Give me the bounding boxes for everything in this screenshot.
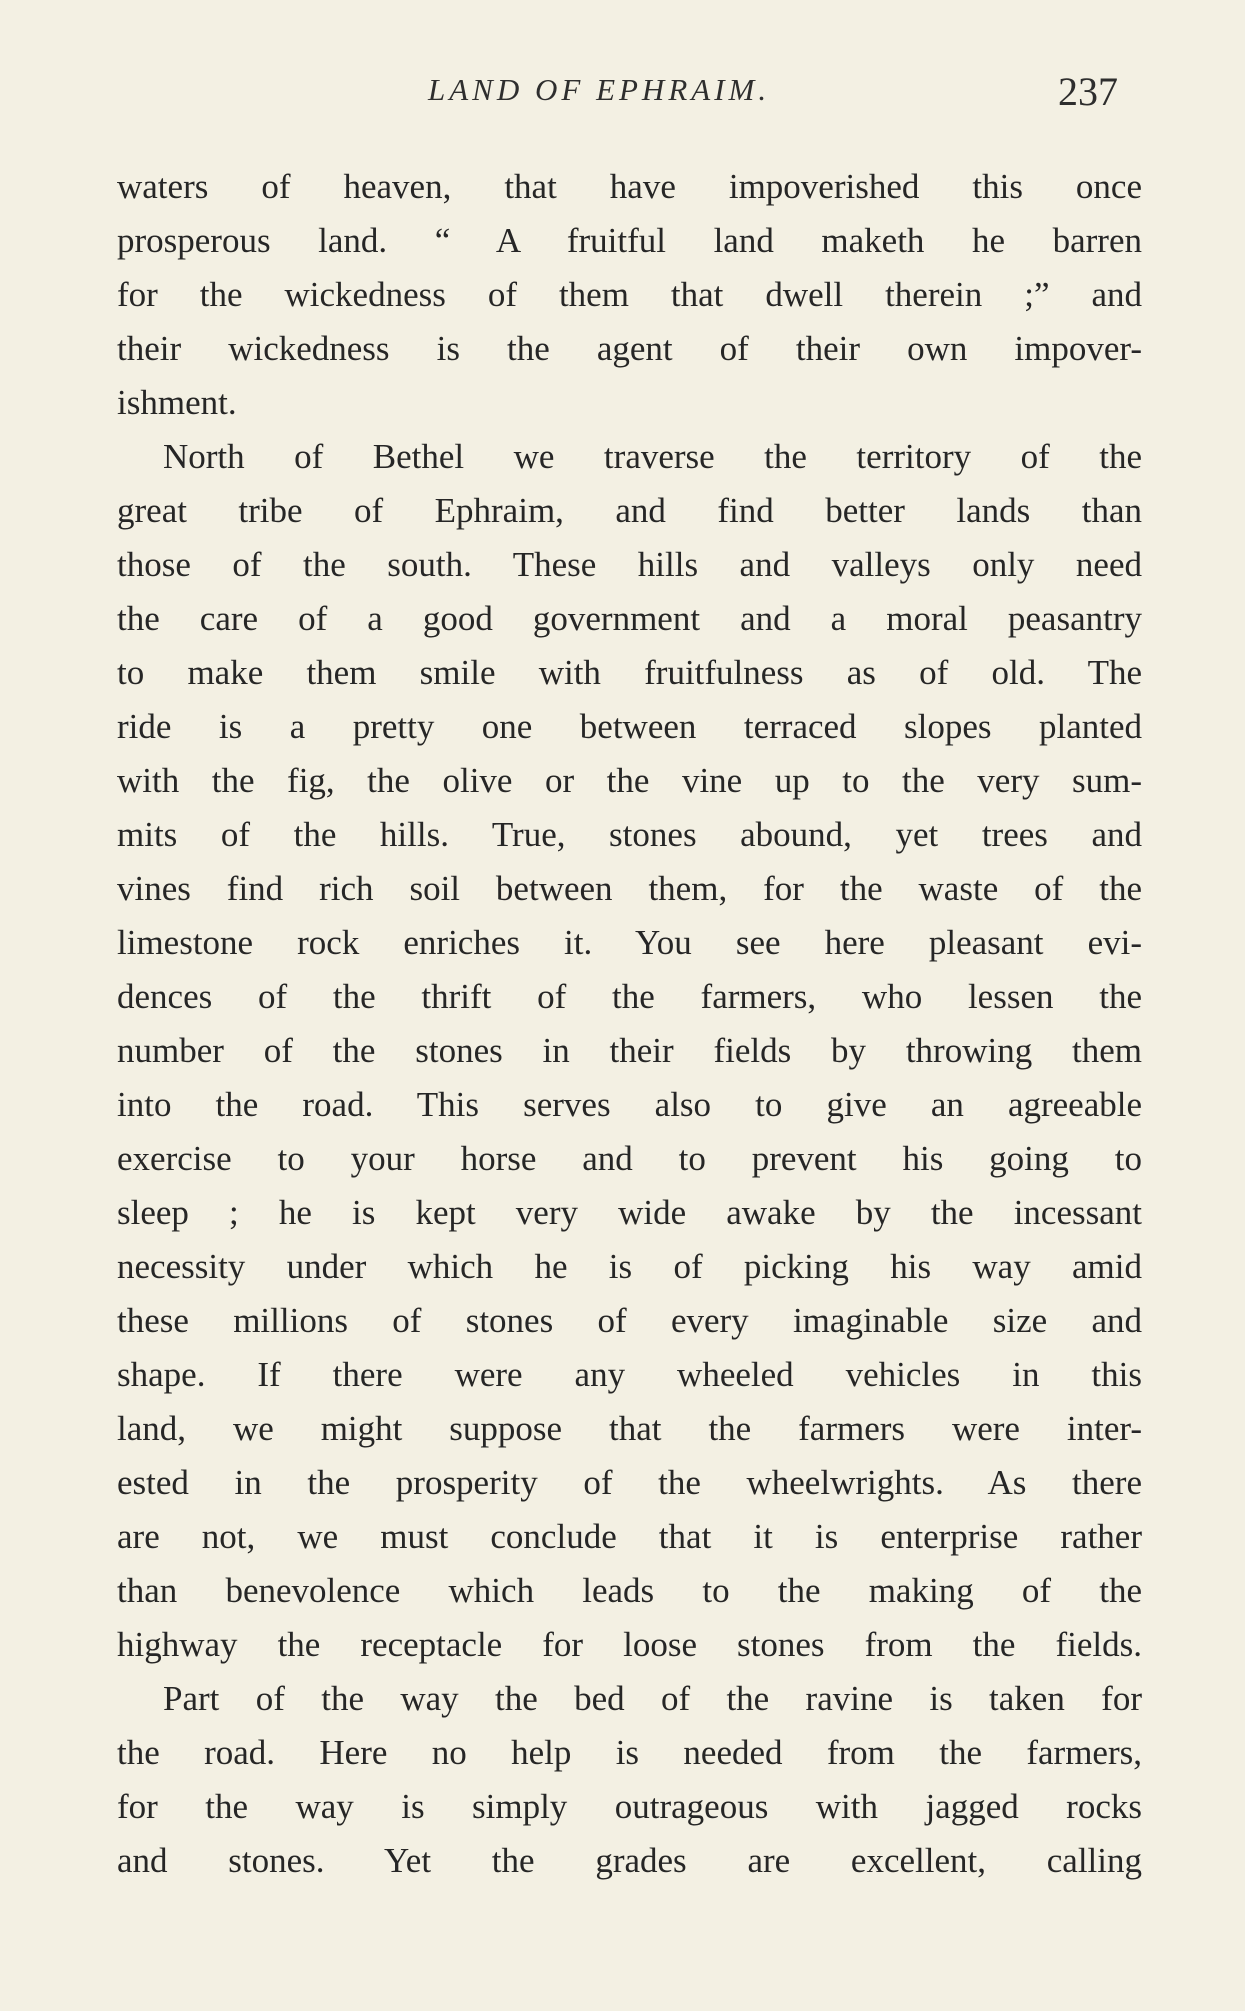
page-number: 237 [1058,69,1118,114]
text-line: ishment. [117,383,237,422]
text-line: Part of the way the bed of the ravine is taken for [163,1679,1142,1718]
text-line: for the wickedness of them that dwell therein ;” and [117,275,1142,314]
text-line: their wickedness is the agent of their own impover- [117,329,1142,368]
text-line: to make them smile with fruitfulness as of old. The [117,653,1142,692]
text-line: highway the receptacle for loose stones from the fields. [117,1625,1142,1664]
text-line: ride is a pretty one between terraced slopes planted [117,707,1142,746]
text-line: necessity under which he is of picking his way amid [117,1247,1142,1286]
text-line: great tribe of Ephraim, and find better lands than [117,491,1142,530]
text-line: prosperous land. “ A fruitful land maketh he barren [117,221,1142,260]
text-line: for the way is simply outrageous with jagged rocks [117,1787,1142,1826]
text-line: than benevolence which leads to the making of the [117,1571,1142,1610]
running-head: LAND OF EPHRAIM. [428,72,771,107]
text-line: mits of the hills. True, stones abound, yet trees and [117,815,1142,854]
text-line: limestone rock enriches it. You see here pleasant evi- [117,923,1142,962]
text-line: the road. Here no help is needed from the farmers, [117,1733,1142,1772]
text-line: sleep ; he is kept very wide awake by the incessant [117,1193,1142,1232]
text-line: dences of the thrift of the farmers, who lessen the [117,977,1142,1016]
text-line: and stones. Yet the grades are excellent, calling [117,1841,1142,1880]
text-line: number of the stones in their fields by throwing them [117,1031,1142,1070]
text-line: North of Bethel we traverse the territory of the [163,437,1142,476]
body-text [117,160,1142,1888]
text-line: are not, we must conclude that it is enterprise rather [117,1517,1142,1556]
text-line: ested in the prosperity of the wheelwrights. As there [117,1463,1142,1502]
text-line: those of the south. These hills and valleys only need [117,545,1142,584]
text-line: the care of a good government and a moral peasantry [117,599,1142,638]
text-line: exercise to your horse and to prevent his going to [117,1139,1142,1178]
text-line: land, we might suppose that the farmers were inter- [117,1409,1142,1448]
text-line: waters of heaven, that have impoverished this once [117,167,1142,206]
text-line: with the fig, the olive or the vine up to the very sum- [117,761,1142,800]
text-line: these millions of stones of every imaginable size and [117,1301,1142,1340]
text-line: vines find rich soil between them, for the waste of the [117,869,1142,908]
text-line: into the road. This serves also to give an agreeable [117,1085,1142,1124]
text-line: shape. If there were any wheeled vehicles in this [117,1355,1142,1394]
